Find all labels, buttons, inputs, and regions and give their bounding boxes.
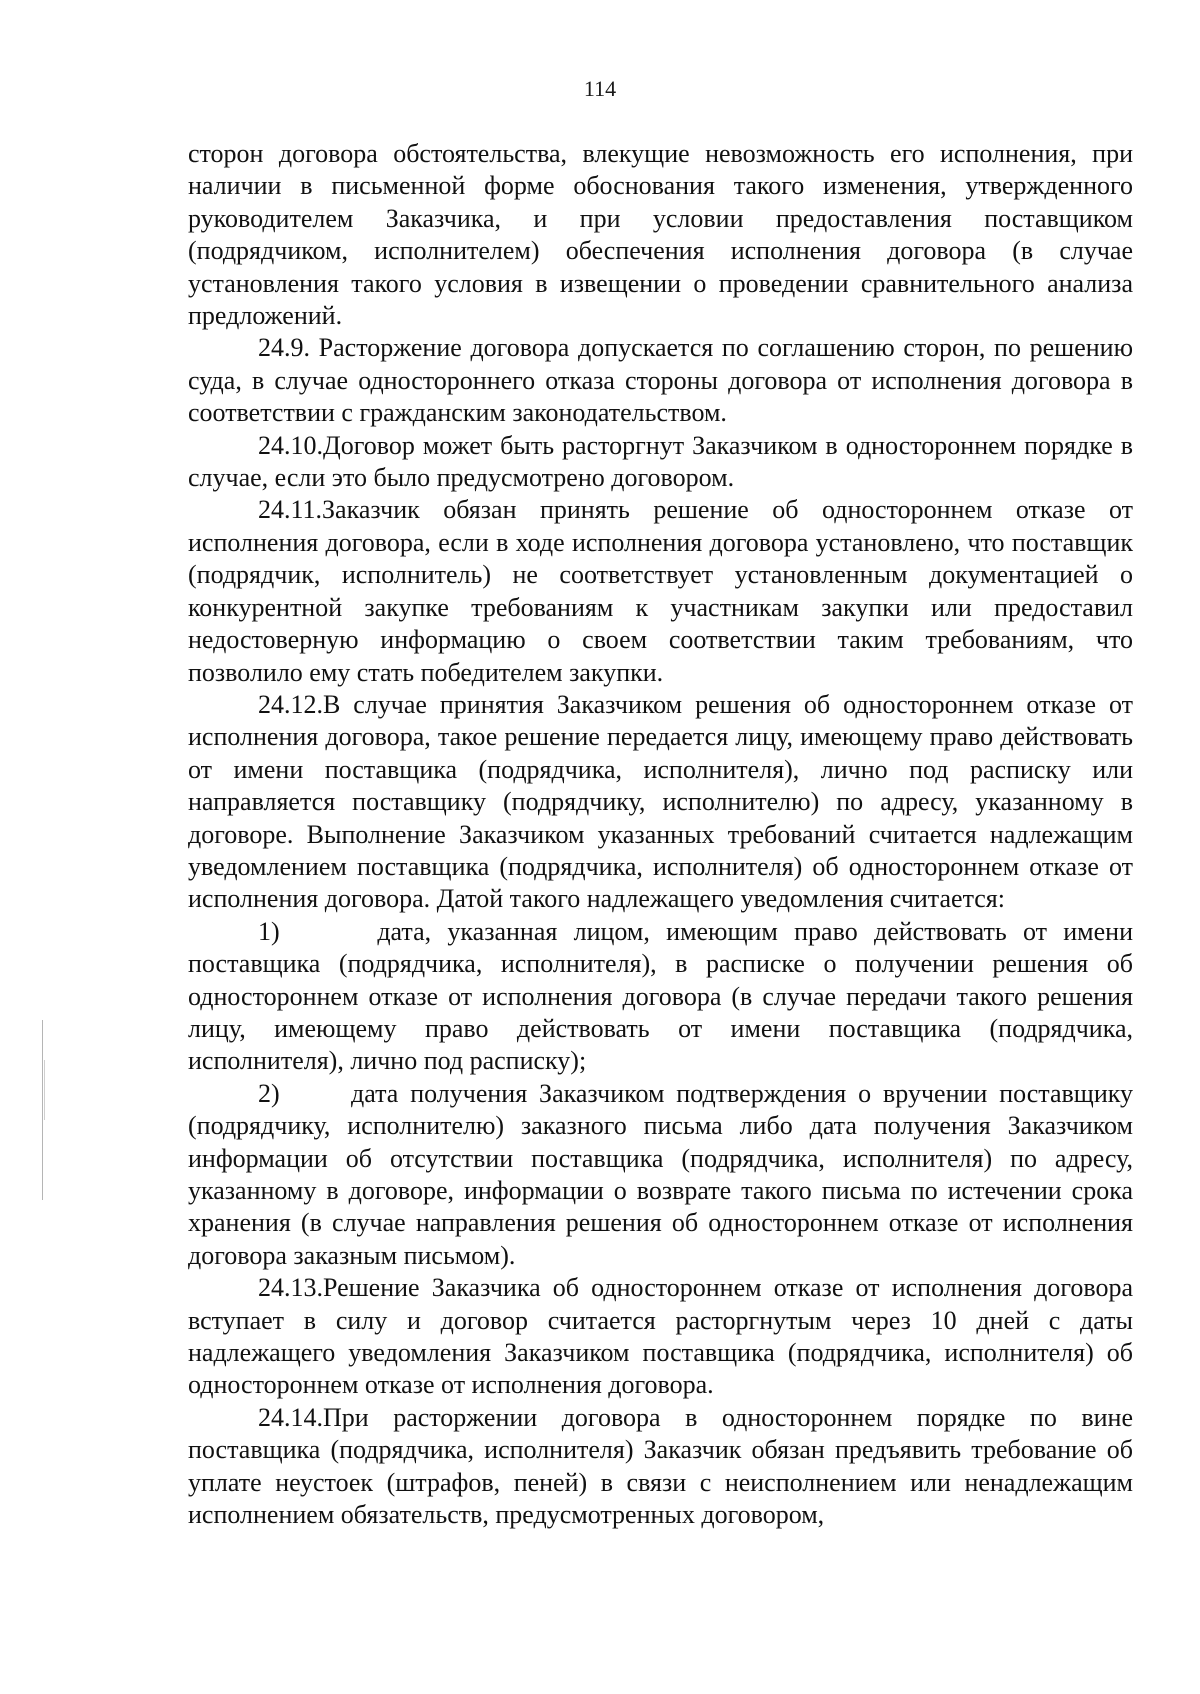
scan-edge-line [44, 1060, 45, 1120]
page-number: 114 [583, 76, 617, 101]
list-item-2: 2) дата получения Заказчиком подтверждения о вручении поставщику (подрядчику, исполнителю) заказного письма либо дата получения Заказчиком информации об отсутствии поставщика (подрядчика, исполнителя) по адресу, указанному в договоре, информации о возврате такого письма по истечении срока хранения (в случае направления решения об одностороннем отказе от исполнения договора заказным письмом). [188, 1078, 1133, 1270]
paragraph-24-13: 24.13.Решение Заказчика об одностороннем отказе от исполнения договора вступает в силу и договор считается расторгнутым через 10 дней с даты надлежащего уведомления Заказчиком поставщика (подрядчика, исполнителя) об одностороннем отказе от исполнения договора. [188, 1273, 1133, 1400]
paragraph-24-10: 24.10.Договор может быть расторгнут Заказчиком в одностороннем порядке в случае, если это было предусмотрено договором. [188, 430, 1133, 493]
paragraph-24-9: 24.9. Расторжение договора допускается по соглашению сторон, по решению суда, в случае одностороннего отказа стороны договора от исполнения договора в соответствии с гражданским законодательством. [188, 333, 1133, 428]
paragraph-continuation: сторон договора обстоятельства, влекущие невозможность его исполнения, при наличии в письменной форме обоснования такого изменения, утвержденного руководителем Заказчика, и при условии предоставления поставщиком (подрядчиком, исполнителем) обеспечения исполнения договора (в случае установления такого условия в извещении о проведении сравнительного анализа предложений. [188, 139, 1133, 331]
list-item-1: 1) дата, указанная лицом, имеющим право действовать от имени поставщика (подрядчика, исполнителя), в расписке о получении решения об одностороннем отказе от исполнения договора (в случае передачи такого решения лицу, имеющему право действовать от имени поставщика (подрядчика, исполнителя), лично под расписку); [188, 916, 1133, 1076]
paragraph-24-14: 24.14.При расторжении договора в одностороннем порядке по вине поставщика (подрядчика, исполнителя) Заказчик обязан предъявить требование об уплате неустоек (штрафов, пеней) в связи с неисполнением или ненадлежащим исполнением обязательств, предусмотренных договором, [188, 1402, 1133, 1530]
paragraph-24-11: 24.11.Заказчик обязан принять решение об одностороннем отказе от исполнения договора, если в ходе исполнения договора установлено, что поставщик (подрядчик, исполнитель) не соответствует установленным документацией о конкурентной закупке требованиям к участникам закупки или предоставил недостоверную информацию о своем соответствии таким требованиям, что позволило ему стать победителем закупки. [188, 495, 1133, 687]
document-body [188, 138, 1133, 1531]
paragraph-24-12: 24.12.В случае принятия Заказчиком решения об одностороннем отказе от исполнения договора, такое решение передается лицу, имеющему право действовать от имени поставщика (подрядчика, исполнителя), лично под расписку или направляется поставщику (подрядчику, исполнителю) по адресу, указанному в договоре. Выполнение Заказчиком указанных требований считается надлежащим уведомлением поставщика (подрядчика, исполнителя) об одностороннем отказе от исполнения договора. Датой такого надлежащего уведомления считается: [188, 689, 1133, 914]
scan-edge-line [42, 1020, 43, 1200]
